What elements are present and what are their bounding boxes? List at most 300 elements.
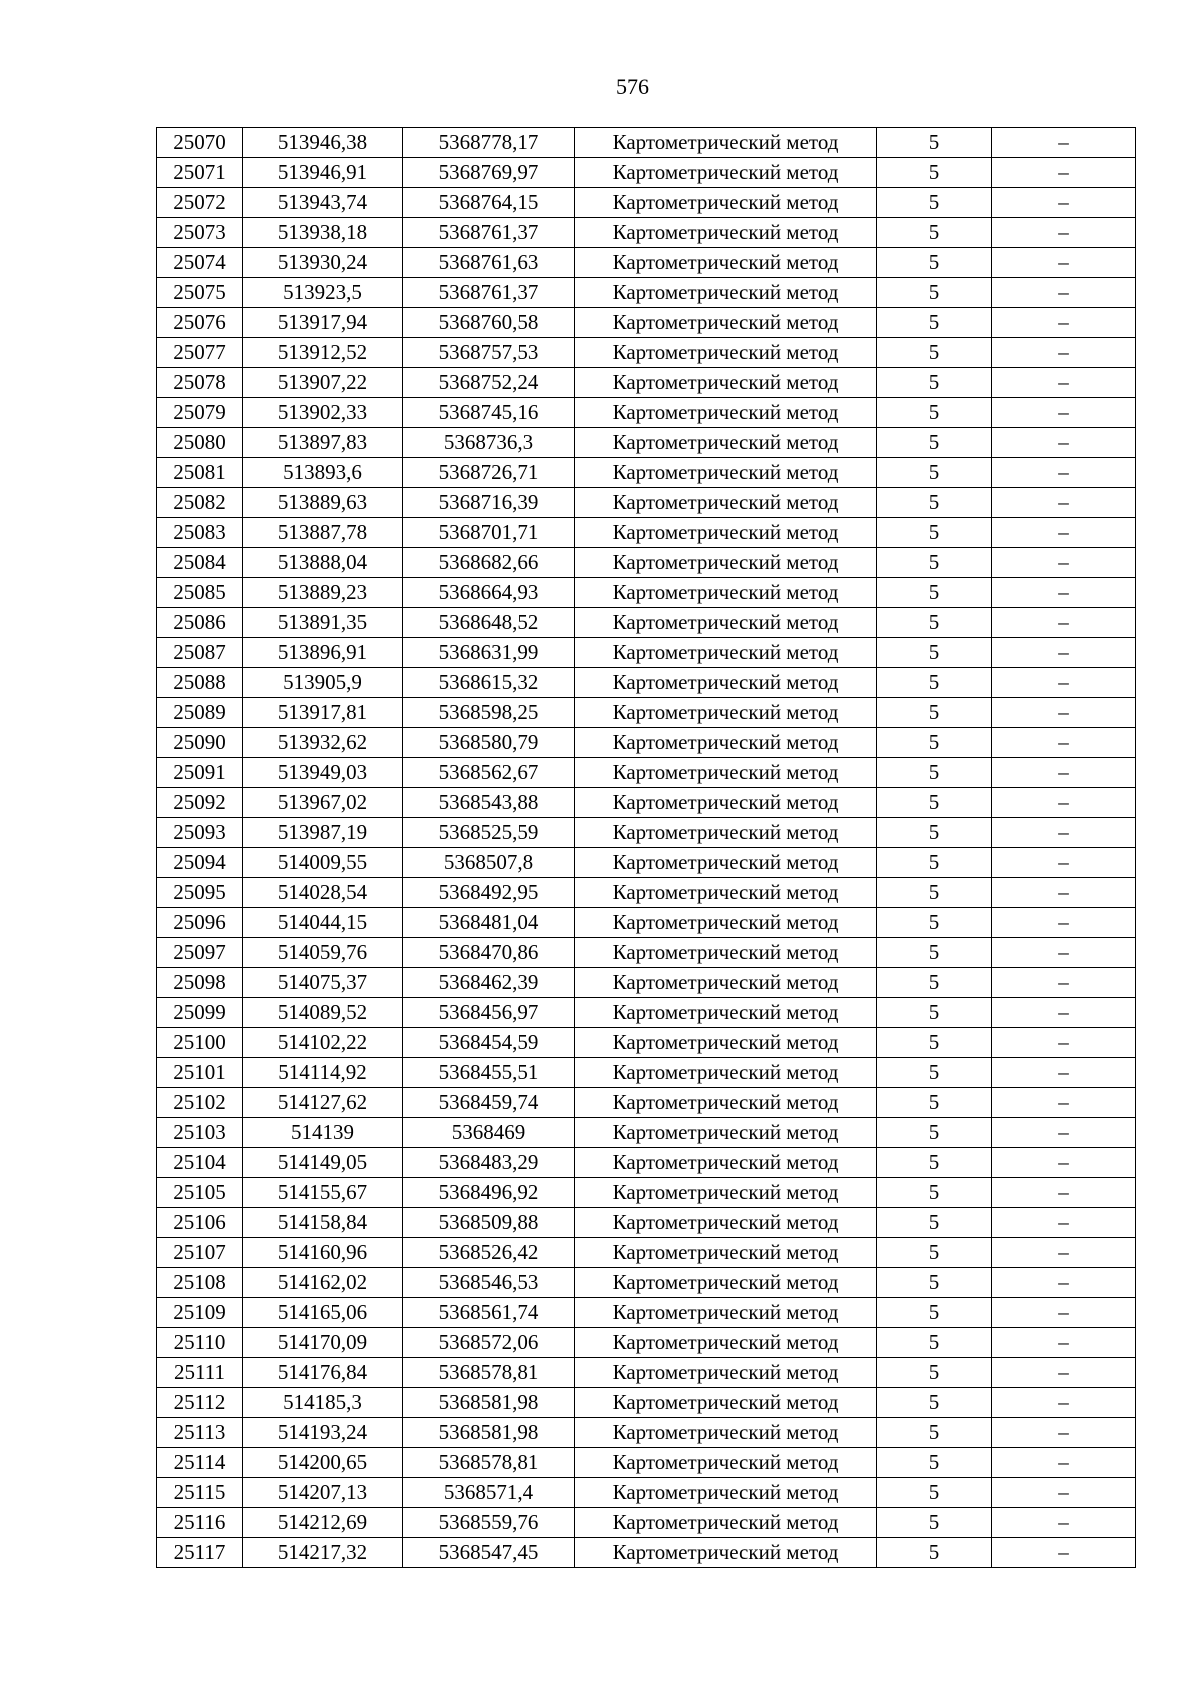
x-coordinate-cell: 514158,84: [243, 1208, 403, 1238]
method-cell: Картометрический метод: [575, 1148, 877, 1178]
method-cell: Картометрический метод: [575, 1508, 877, 1538]
y-coordinate-cell: 5368578,81: [403, 1448, 575, 1478]
accuracy-cell: 5: [877, 1508, 992, 1538]
accuracy-cell: 5: [877, 1478, 992, 1508]
description-cell: –: [992, 1178, 1136, 1208]
point-number-cell: 25089: [157, 698, 243, 728]
x-coordinate-cell: 514114,92: [243, 1058, 403, 1088]
description-cell: –: [992, 548, 1136, 578]
table-row: [157, 338, 1136, 368]
y-coordinate-cell: 5368561,74: [403, 1298, 575, 1328]
table-row: [157, 308, 1136, 338]
table-row: [157, 758, 1136, 788]
accuracy-cell: 5: [877, 1028, 992, 1058]
point-number-cell: 25105: [157, 1178, 243, 1208]
point-number-cell: 25080: [157, 428, 243, 458]
x-coordinate-cell: 513946,38: [243, 128, 403, 158]
table-row: [157, 908, 1136, 938]
y-coordinate-cell: 5368578,81: [403, 1358, 575, 1388]
accuracy-cell: 5: [877, 1328, 992, 1358]
x-coordinate-cell: 513902,33: [243, 398, 403, 428]
y-coordinate-cell: 5368778,17: [403, 128, 575, 158]
accuracy-cell: 5: [877, 638, 992, 668]
point-number-cell: 25078: [157, 368, 243, 398]
table-row: [157, 788, 1136, 818]
method-cell: Картометрический метод: [575, 848, 877, 878]
y-coordinate-cell: 5368648,52: [403, 608, 575, 638]
x-coordinate-cell: 514127,62: [243, 1088, 403, 1118]
y-coordinate-cell: 5368761,37: [403, 278, 575, 308]
description-cell: –: [992, 188, 1136, 218]
point-number-cell: 25104: [157, 1148, 243, 1178]
y-coordinate-cell: 5368525,59: [403, 818, 575, 848]
point-number-cell: 25093: [157, 818, 243, 848]
y-coordinate-cell: 5368664,93: [403, 578, 575, 608]
point-number-cell: 25070: [157, 128, 243, 158]
y-coordinate-cell: 5368481,04: [403, 908, 575, 938]
point-number-cell: 25100: [157, 1028, 243, 1058]
accuracy-cell: 5: [877, 998, 992, 1028]
table-row: [157, 698, 1136, 728]
table-row: [157, 1118, 1136, 1148]
table-row: [157, 1028, 1136, 1058]
point-number-cell: 25071: [157, 158, 243, 188]
table-row: [157, 368, 1136, 398]
point-number-cell: 25072: [157, 188, 243, 218]
description-cell: –: [992, 878, 1136, 908]
description-cell: –: [992, 218, 1136, 248]
accuracy-cell: 5: [877, 908, 992, 938]
accuracy-cell: 5: [877, 278, 992, 308]
x-coordinate-cell: 514089,52: [243, 998, 403, 1028]
y-coordinate-cell: 5368509,88: [403, 1208, 575, 1238]
table-row: [157, 1268, 1136, 1298]
y-coordinate-cell: 5368716,39: [403, 488, 575, 518]
description-cell: –: [992, 278, 1136, 308]
accuracy-cell: 5: [877, 878, 992, 908]
method-cell: Картометрический метод: [575, 698, 877, 728]
method-cell: Картометрический метод: [575, 638, 877, 668]
point-number-cell: 25077: [157, 338, 243, 368]
point-number-cell: 25083: [157, 518, 243, 548]
accuracy-cell: 5: [877, 128, 992, 158]
point-number-cell: 25091: [157, 758, 243, 788]
method-cell: Картометрический метод: [575, 488, 877, 518]
accuracy-cell: 5: [877, 158, 992, 188]
accuracy-cell: 5: [877, 458, 992, 488]
description-cell: –: [992, 158, 1136, 188]
y-coordinate-cell: 5368757,53: [403, 338, 575, 368]
point-number-cell: 25081: [157, 458, 243, 488]
accuracy-cell: 5: [877, 338, 992, 368]
accuracy-cell: 5: [877, 1118, 992, 1148]
table-row: [157, 938, 1136, 968]
description-cell: –: [992, 1388, 1136, 1418]
point-number-cell: 25102: [157, 1088, 243, 1118]
x-coordinate-cell: 514009,55: [243, 848, 403, 878]
description-cell: –: [992, 1448, 1136, 1478]
y-coordinate-cell: 5368761,37: [403, 218, 575, 248]
method-cell: Картометрический метод: [575, 968, 877, 998]
method-cell: Картометрический метод: [575, 1238, 877, 1268]
description-cell: –: [992, 1148, 1136, 1178]
accuracy-cell: 5: [877, 758, 992, 788]
description-cell: –: [992, 428, 1136, 458]
table-row: [157, 278, 1136, 308]
method-cell: Картометрический метод: [575, 548, 877, 578]
method-cell: Картометрический метод: [575, 1178, 877, 1208]
description-cell: –: [992, 1088, 1136, 1118]
description-cell: –: [992, 1058, 1136, 1088]
y-coordinate-cell: 5368571,4: [403, 1478, 575, 1508]
accuracy-cell: 5: [877, 1418, 992, 1448]
point-number-cell: 25098: [157, 968, 243, 998]
description-cell: –: [992, 1238, 1136, 1268]
x-coordinate-cell: 513889,63: [243, 488, 403, 518]
accuracy-cell: 5: [877, 248, 992, 278]
accuracy-cell: 5: [877, 518, 992, 548]
method-cell: Картометрический метод: [575, 578, 877, 608]
y-coordinate-cell: 5368572,06: [403, 1328, 575, 1358]
y-coordinate-cell: 5368580,79: [403, 728, 575, 758]
y-coordinate-cell: 5368736,3: [403, 428, 575, 458]
y-coordinate-cell: 5368615,32: [403, 668, 575, 698]
page-number: 576: [616, 74, 649, 99]
point-number-cell: 25090: [157, 728, 243, 758]
x-coordinate-cell: 513887,78: [243, 518, 403, 548]
table-row: [157, 1088, 1136, 1118]
accuracy-cell: 5: [877, 818, 992, 848]
x-coordinate-cell: 513946,91: [243, 158, 403, 188]
method-cell: Картометрический метод: [575, 788, 877, 818]
accuracy-cell: 5: [877, 1238, 992, 1268]
method-cell: Картометрический метод: [575, 1388, 877, 1418]
description-cell: –: [992, 818, 1136, 848]
table-row: [157, 818, 1136, 848]
x-coordinate-cell: 514102,22: [243, 1028, 403, 1058]
y-coordinate-cell: 5368598,25: [403, 698, 575, 728]
x-coordinate-cell: 514165,06: [243, 1298, 403, 1328]
y-coordinate-cell: 5368547,45: [403, 1538, 575, 1568]
y-coordinate-cell: 5368562,67: [403, 758, 575, 788]
description-cell: –: [992, 248, 1136, 278]
table-row: [157, 428, 1136, 458]
point-number-cell: 25117: [157, 1538, 243, 1568]
description-cell: –: [992, 1208, 1136, 1238]
point-number-cell: 25092: [157, 788, 243, 818]
accuracy-cell: 5: [877, 1538, 992, 1568]
accuracy-cell: 5: [877, 1298, 992, 1328]
x-coordinate-cell: 513891,35: [243, 608, 403, 638]
accuracy-cell: 5: [877, 1148, 992, 1178]
accuracy-cell: 5: [877, 788, 992, 818]
method-cell: Картометрический метод: [575, 938, 877, 968]
description-cell: –: [992, 1358, 1136, 1388]
x-coordinate-cell: 514160,96: [243, 1238, 403, 1268]
table-row: [157, 398, 1136, 428]
accuracy-cell: 5: [877, 938, 992, 968]
table-row: [157, 578, 1136, 608]
description-cell: –: [992, 1268, 1136, 1298]
description-cell: –: [992, 308, 1136, 338]
method-cell: Картометрический метод: [575, 218, 877, 248]
method-cell: Картометрический метод: [575, 128, 877, 158]
x-coordinate-cell: 514200,65: [243, 1448, 403, 1478]
method-cell: Картометрический метод: [575, 758, 877, 788]
y-coordinate-cell: 5368526,42: [403, 1238, 575, 1268]
y-coordinate-cell: 5368496,92: [403, 1178, 575, 1208]
method-cell: Картометрический метод: [575, 308, 877, 338]
method-cell: Картометрический метод: [575, 368, 877, 398]
method-cell: Картометрический метод: [575, 188, 877, 218]
x-coordinate-cell: 514193,24: [243, 1418, 403, 1448]
table-row: [157, 998, 1136, 1028]
x-coordinate-cell: 514149,05: [243, 1148, 403, 1178]
y-coordinate-cell: 5368492,95: [403, 878, 575, 908]
table-row: [157, 1058, 1136, 1088]
point-number-cell: 25115: [157, 1478, 243, 1508]
method-cell: Картометрический метод: [575, 728, 877, 758]
point-number-cell: 25101: [157, 1058, 243, 1088]
method-cell: Картометрический метод: [575, 1268, 877, 1298]
description-cell: –: [992, 1418, 1136, 1448]
accuracy-cell: 5: [877, 188, 992, 218]
method-cell: Картометрический метод: [575, 608, 877, 638]
accuracy-cell: 5: [877, 488, 992, 518]
x-coordinate-cell: 513987,19: [243, 818, 403, 848]
point-number-cell: 25088: [157, 668, 243, 698]
method-cell: Картометрический метод: [575, 818, 877, 848]
x-coordinate-cell: 513938,18: [243, 218, 403, 248]
accuracy-cell: 5: [877, 698, 992, 728]
x-coordinate-cell: 513967,02: [243, 788, 403, 818]
y-coordinate-cell: 5368726,71: [403, 458, 575, 488]
point-number-cell: 25073: [157, 218, 243, 248]
description-cell: –: [992, 788, 1136, 818]
point-number-cell: 25096: [157, 908, 243, 938]
description-cell: –: [992, 668, 1136, 698]
point-number-cell: 25075: [157, 278, 243, 308]
method-cell: Картометрический метод: [575, 908, 877, 938]
accuracy-cell: 5: [877, 1058, 992, 1088]
x-coordinate-cell: 513930,24: [243, 248, 403, 278]
accuracy-cell: 5: [877, 1178, 992, 1208]
point-number-cell: 25103: [157, 1118, 243, 1148]
y-coordinate-cell: 5368543,88: [403, 788, 575, 818]
accuracy-cell: 5: [877, 1388, 992, 1418]
description-cell: –: [992, 1508, 1136, 1538]
description-cell: –: [992, 1028, 1136, 1058]
method-cell: Картометрический метод: [575, 1478, 877, 1508]
x-coordinate-cell: 513912,52: [243, 338, 403, 368]
y-coordinate-cell: 5368483,29: [403, 1148, 575, 1178]
x-coordinate-cell: 514207,13: [243, 1478, 403, 1508]
y-coordinate-cell: 5368454,59: [403, 1028, 575, 1058]
method-cell: Картометрический метод: [575, 998, 877, 1028]
accuracy-cell: 5: [877, 1358, 992, 1388]
method-cell: Картометрический метод: [575, 668, 877, 698]
y-coordinate-cell: 5368752,24: [403, 368, 575, 398]
y-coordinate-cell: 5368745,16: [403, 398, 575, 428]
point-number-cell: 25074: [157, 248, 243, 278]
coordinates-table-body: [157, 128, 1136, 1568]
accuracy-cell: 5: [877, 1208, 992, 1238]
method-cell: Картометрический метод: [575, 1088, 877, 1118]
description-cell: –: [992, 1328, 1136, 1358]
point-number-cell: 25082: [157, 488, 243, 518]
point-number-cell: 25112: [157, 1388, 243, 1418]
accuracy-cell: 5: [877, 218, 992, 248]
table-row: [157, 1418, 1136, 1448]
point-number-cell: 25116: [157, 1508, 243, 1538]
description-cell: –: [992, 368, 1136, 398]
y-coordinate-cell: 5368559,76: [403, 1508, 575, 1538]
accuracy-cell: 5: [877, 608, 992, 638]
method-cell: Картометрический метод: [575, 278, 877, 308]
point-number-cell: 25110: [157, 1328, 243, 1358]
table-row: [157, 728, 1136, 758]
method-cell: Картометрический метод: [575, 518, 877, 548]
description-cell: –: [992, 518, 1136, 548]
accuracy-cell: 5: [877, 968, 992, 998]
table-row: [157, 548, 1136, 578]
description-cell: –: [992, 968, 1136, 998]
x-coordinate-cell: 514185,3: [243, 1388, 403, 1418]
point-number-cell: 25107: [157, 1238, 243, 1268]
y-coordinate-cell: 5368507,8: [403, 848, 575, 878]
description-cell: –: [992, 1298, 1136, 1328]
description-cell: –: [992, 578, 1136, 608]
y-coordinate-cell: 5368581,98: [403, 1418, 575, 1448]
method-cell: Картометрический метод: [575, 158, 877, 188]
x-coordinate-cell: 514170,09: [243, 1328, 403, 1358]
x-coordinate-cell: 513907,22: [243, 368, 403, 398]
accuracy-cell: 5: [877, 578, 992, 608]
y-coordinate-cell: 5368761,63: [403, 248, 575, 278]
point-number-cell: 25087: [157, 638, 243, 668]
x-coordinate-cell: 513917,81: [243, 698, 403, 728]
table-row: [157, 1238, 1136, 1268]
x-coordinate-cell: 514139: [243, 1118, 403, 1148]
table-row: [157, 218, 1136, 248]
accuracy-cell: 5: [877, 398, 992, 428]
description-cell: –: [992, 458, 1136, 488]
method-cell: Картометрический метод: [575, 1298, 877, 1328]
description-cell: –: [992, 698, 1136, 728]
description-cell: –: [992, 398, 1136, 428]
table-row: [157, 248, 1136, 278]
method-cell: Картометрический метод: [575, 458, 877, 488]
method-cell: Картометрический метод: [575, 338, 877, 368]
description-cell: –: [992, 998, 1136, 1028]
point-number-cell: 25084: [157, 548, 243, 578]
description-cell: –: [992, 728, 1136, 758]
method-cell: Картометрический метод: [575, 248, 877, 278]
table-row: [157, 848, 1136, 878]
x-coordinate-cell: 513905,9: [243, 668, 403, 698]
y-coordinate-cell: 5368760,58: [403, 308, 575, 338]
x-coordinate-cell: 514176,84: [243, 1358, 403, 1388]
x-coordinate-cell: 513949,03: [243, 758, 403, 788]
method-cell: Картометрический метод: [575, 1448, 877, 1478]
x-coordinate-cell: 513932,62: [243, 728, 403, 758]
point-number-cell: 25114: [157, 1448, 243, 1478]
point-number-cell: 25086: [157, 608, 243, 638]
table-row: [157, 1208, 1136, 1238]
y-coordinate-cell: 5368701,71: [403, 518, 575, 548]
coordinates-table: [156, 127, 1136, 1568]
x-coordinate-cell: 513923,5: [243, 278, 403, 308]
x-coordinate-cell: 514044,15: [243, 908, 403, 938]
accuracy-cell: 5: [877, 308, 992, 338]
y-coordinate-cell: 5368769,97: [403, 158, 575, 188]
method-cell: Картометрический метод: [575, 398, 877, 428]
y-coordinate-cell: 5368631,99: [403, 638, 575, 668]
y-coordinate-cell: 5368456,97: [403, 998, 575, 1028]
point-number-cell: 25094: [157, 848, 243, 878]
table-row: [157, 1358, 1136, 1388]
point-number-cell: 25111: [157, 1358, 243, 1388]
description-cell: –: [992, 1538, 1136, 1568]
table-row: [157, 1178, 1136, 1208]
y-coordinate-cell: 5368764,15: [403, 188, 575, 218]
description-cell: –: [992, 908, 1136, 938]
description-cell: –: [992, 128, 1136, 158]
method-cell: Картометрический метод: [575, 878, 877, 908]
x-coordinate-cell: 513889,23: [243, 578, 403, 608]
method-cell: Картометрический метод: [575, 1358, 877, 1388]
table-row: [157, 488, 1136, 518]
description-cell: –: [992, 758, 1136, 788]
table-row: [157, 638, 1136, 668]
accuracy-cell: 5: [877, 848, 992, 878]
table-row: [157, 1478, 1136, 1508]
x-coordinate-cell: 514217,32: [243, 1538, 403, 1568]
table-row: [157, 1508, 1136, 1538]
table-row: [157, 668, 1136, 698]
accuracy-cell: 5: [877, 368, 992, 398]
table-row: [157, 968, 1136, 998]
table-row: [157, 608, 1136, 638]
point-number-cell: 25079: [157, 398, 243, 428]
y-coordinate-cell: 5368682,66: [403, 548, 575, 578]
y-coordinate-cell: 5368462,39: [403, 968, 575, 998]
description-cell: –: [992, 848, 1136, 878]
accuracy-cell: 5: [877, 428, 992, 458]
y-coordinate-cell: 5368470,86: [403, 938, 575, 968]
y-coordinate-cell: 5368459,74: [403, 1088, 575, 1118]
accuracy-cell: 5: [877, 728, 992, 758]
description-cell: –: [992, 488, 1136, 518]
point-number-cell: 25108: [157, 1268, 243, 1298]
x-coordinate-cell: 513917,94: [243, 308, 403, 338]
point-number-cell: 25085: [157, 578, 243, 608]
y-coordinate-cell: 5368455,51: [403, 1058, 575, 1088]
x-coordinate-cell: 514162,02: [243, 1268, 403, 1298]
x-coordinate-cell: 514028,54: [243, 878, 403, 908]
y-coordinate-cell: 5368546,53: [403, 1268, 575, 1298]
accuracy-cell: 5: [877, 1448, 992, 1478]
table-row: [157, 1148, 1136, 1178]
y-coordinate-cell: 5368581,98: [403, 1388, 575, 1418]
accuracy-cell: 5: [877, 1268, 992, 1298]
point-number-cell: 25076: [157, 308, 243, 338]
table-row: [157, 1298, 1136, 1328]
description-cell: –: [992, 638, 1136, 668]
table-row: [157, 128, 1136, 158]
x-coordinate-cell: 514212,69: [243, 1508, 403, 1538]
description-cell: –: [992, 938, 1136, 968]
